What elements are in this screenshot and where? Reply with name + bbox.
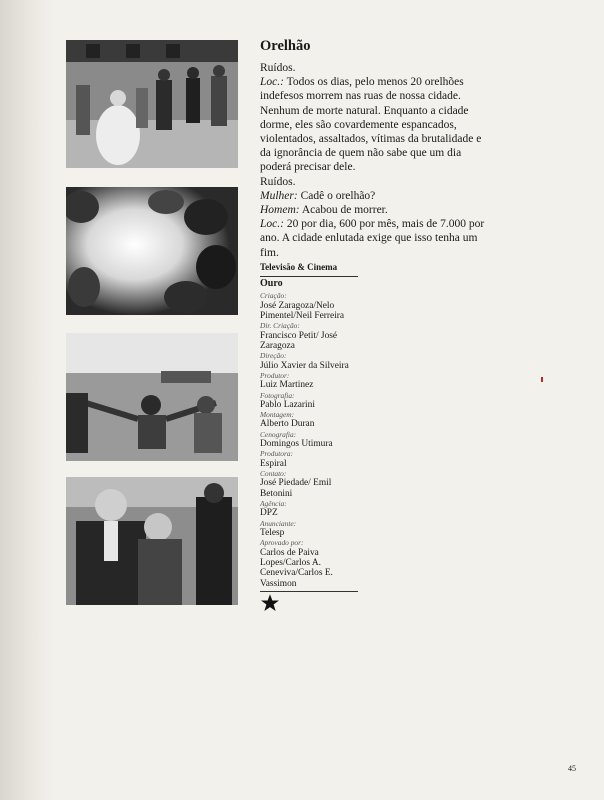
script-line: Ruídos.	[260, 62, 296, 74]
commercial-script	[260, 38, 485, 260]
print-mark	[541, 377, 543, 382]
page-gutter-shadow	[0, 0, 54, 800]
credit-entry: Produtora: Espiral	[260, 449, 293, 469]
credit-entry: Montagem: Alberto Duran	[260, 410, 315, 430]
credit-entry: Produtor: Luiz Martinez	[260, 371, 314, 391]
script-line: Mulher: Cadê o orelhão?	[260, 189, 376, 202]
photo-man-woman	[66, 477, 238, 605]
credit-entry: Aprovado por: Carlos de Paiva Lopes/Carlos A. Ceneviva/Carlos E. Vassimon	[260, 538, 333, 589]
script-line: Homem: Acabou de morrer.	[260, 204, 388, 217]
credit-entry: Cenografia: Domingos Utimura	[260, 429, 333, 450]
credit-entry: Direção: Júlio Xavier da Silveira	[260, 351, 349, 371]
credit-entry: Contato: José Piedade/ Emil Betonini	[260, 469, 332, 499]
credit-entry: Fotografia: Pablo Lazarini	[260, 390, 315, 410]
section-title: Televisão & Cinema	[260, 262, 358, 277]
credits-divider	[260, 591, 358, 592]
script-line: Loc.: 20 por dia, 600 por mês, mais de 7.000 por ano. A cidade enlutada exige que isso tenha um fim.	[260, 218, 485, 259]
star-icon	[260, 593, 280, 613]
page-number: 45	[568, 764, 576, 773]
credit-entry: Dir. Criação: Francisco Petit/ José Zaragoza	[260, 321, 338, 352]
script-line: Ruídos.	[260, 175, 296, 188]
photo-blurred-crowd	[66, 187, 238, 315]
credit-entry: Anunciante: Telesp	[260, 518, 297, 538]
article-title: Orelhão	[260, 38, 311, 54]
award-level: Ouro	[260, 278, 283, 289]
photo-group-gesture	[66, 333, 238, 461]
script-body	[260, 61, 485, 260]
credits-list	[260, 279, 358, 590]
credit-entry: Criação: José Zaragoza/Nelo Pimentel/Neil Ferreira	[260, 291, 345, 322]
photo-crowd-street	[66, 40, 238, 168]
credit-entry: Agência: DPZ	[260, 499, 287, 519]
script-line: Loc.: Todos os dias, pelo menos 20 orelhões indefesos morrem nas ruas de nossa cidade. Nenhum de morte natural. Enquanto a cidade dorme, eles são covardemente espancados, violentados, assaltados, vítimas da brutalidade e da ignorância de quem não sabe que um dia poderá precisar dele.	[260, 76, 482, 174]
